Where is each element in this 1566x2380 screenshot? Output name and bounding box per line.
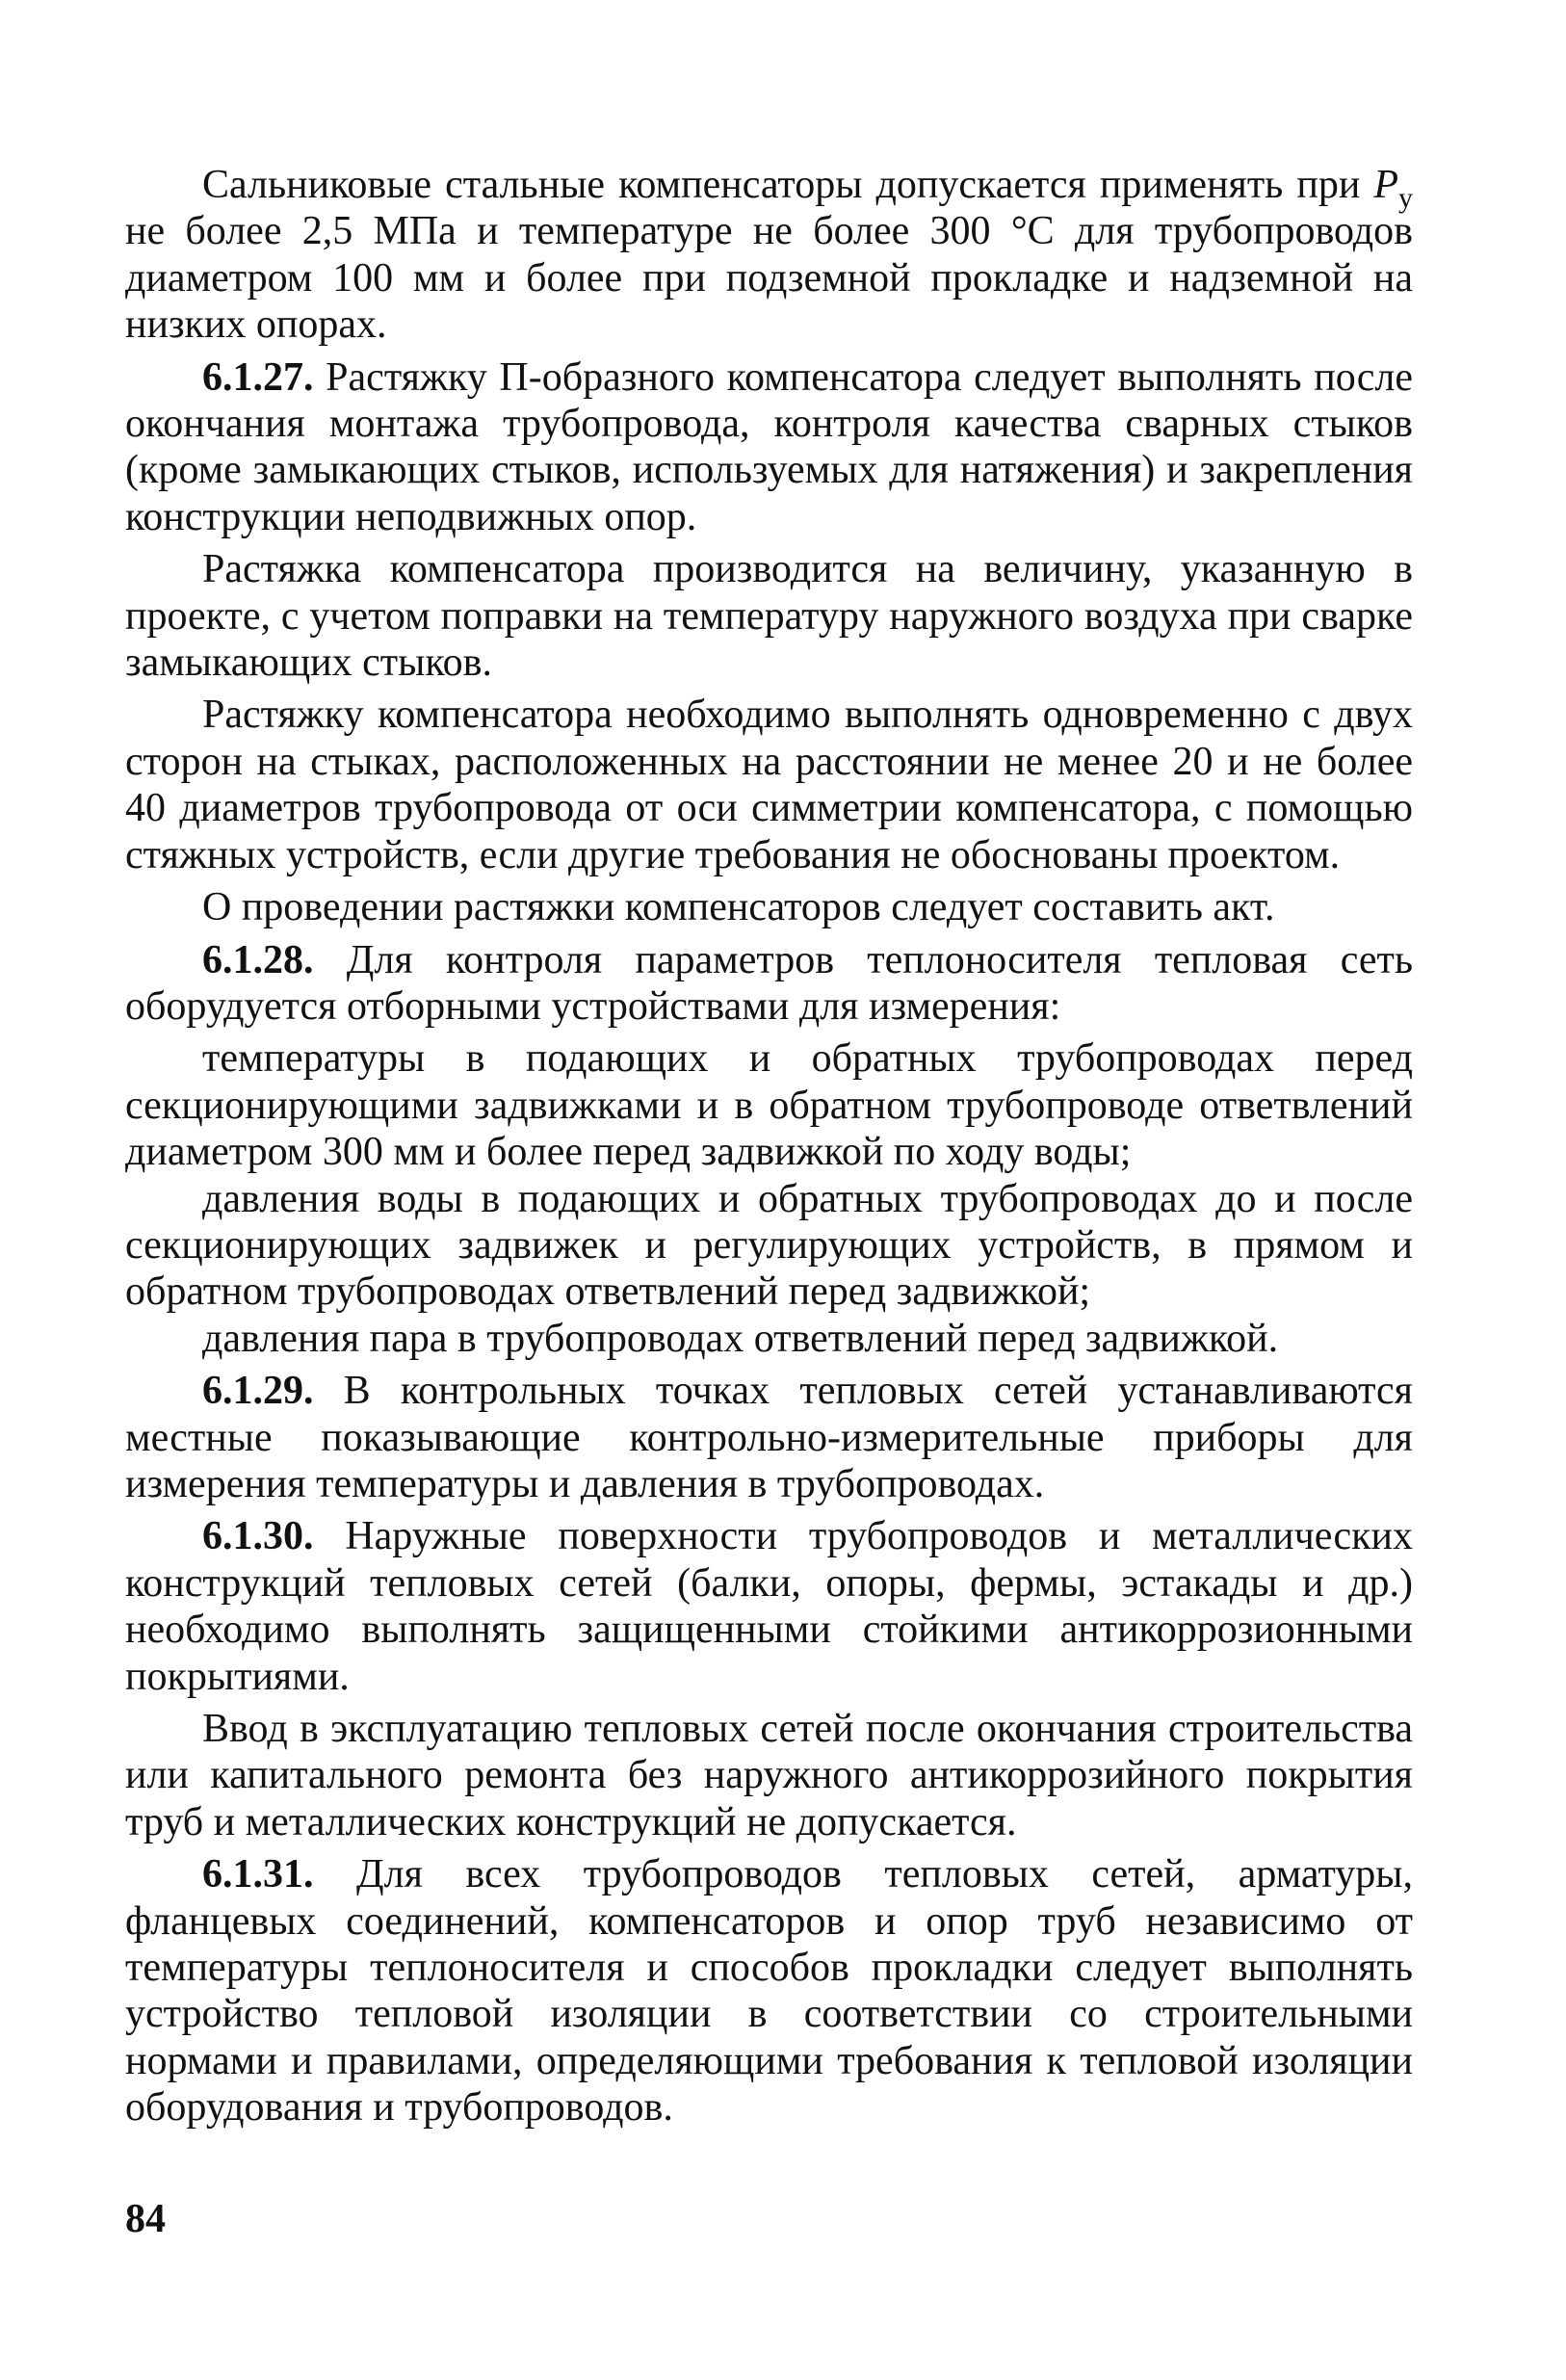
document-body — [125, 162, 1413, 2137]
paragraph-12: Ввод в эксплуатацию тепловых сетей после окончания строительства или капитального ремонта без наружного антикоррозийного покрытия труб и металлических конструкций не допускается. — [125, 1707, 1413, 1844]
paragraph-5: О проведении растяжки компенсаторов следует составить акт. — [202, 885, 1275, 930]
paragraph-6-1-29 — [125, 1368, 1413, 1507]
pressure-symbol: P — [1373, 163, 1398, 207]
paragraph-1-text-a: Сальниковые стальные компенсаторы допускается применять при — [202, 163, 1374, 207]
paragraph-1-text-b: не более 2,5 МПа и температуре не более 300 °С для трубопроводов диаметром 100 мм и более при подземной прокладке и надземной на низких опорах. — [125, 209, 1413, 348]
paragraph-text: Растяжку П-образного компенсатора следует выполнять после окончания монтажа трубопровода, контроля качества сварных стыков (кроме замыкающих стыков, используемых для натяжения) и закрепления конструкции неподвижных опор. — [125, 354, 1413, 539]
paragraph-6-1-31 — [125, 1851, 1413, 2131]
paragraph-text: В контрольных точках тепловых сетей устанавливаются местные показывающие контрольно-измерительные приборы для измерения температуры и давления в трубопроводах. — [125, 1369, 1413, 1506]
paragraph-6-1-27 — [125, 354, 1413, 541]
paragraph-4: Растяжку компенсатора необходимо выполнять одновременно с двух сторон на стыках, расположенных на расстоянии не менее 20 и не более 40 диаметров трубопровода от оси симметрии компенсатора, с помощью стяжных устройств, если другие требования не обоснованы проектом. — [125, 693, 1413, 877]
section-number: 6.1.29. — [202, 1369, 314, 1414]
paragraph-text: Для контроля параметров теплоносителя тепловая сеть оборудуется отборными устройствами для измерения: — [125, 937, 1413, 1029]
list-item-temperature: температуры в подающих и обратных трубопроводах перед секционирующими задвижками и в обратном трубопроводе ответвлений диаметром 300 мм и более перед задвижкой по ходу воды; — [125, 1036, 1413, 1175]
paragraph-6-1-28 — [125, 937, 1413, 1031]
section-number: 6.1.31. — [202, 1852, 314, 1897]
paragraph-6-1-30 — [125, 1513, 1413, 1700]
paragraph-1 — [125, 162, 1413, 349]
pressure-subscript: у — [1398, 182, 1413, 214]
section-number: 6.1.27. — [202, 354, 314, 400]
paragraph-3: Растяжка компенсатора производится на величину, указанную в проекте, с учетом поправки на температуру наружного воздуха при сварке замыкающих стыков. — [125, 547, 1413, 686]
page-number: 84 — [125, 2197, 166, 2241]
section-number: 6.1.28. — [202, 937, 314, 982]
section-number: 6.1.30. — [202, 1514, 314, 1559]
list-item-water-pressure: давления воды в подающих и обратных трубопроводах до и после секционирующих задвижек и регулирующих устройств, в прямом и обратном трубопроводах ответвлений перед задвижкой; — [125, 1176, 1413, 1315]
paragraph-text: Наружные поверхности трубопроводов и металлических конструкций тепловых сетей (балки, опоры, фермы, эстакады и др.) необходимо выполнять защищенными стойкими антикоррозионными покрытиями. — [125, 1514, 1413, 1699]
list-item-steam-pressure: давления пара в трубопроводах ответвлений перед задвижкой. — [202, 1316, 1279, 1361]
paragraph-text: Для всех трубопроводов тепловых сетей, арматуры, фланцевых соединений, компенсаторов и опор труб независимо от температуры теплоносителя и способов прокладки следует выполнять устройство тепловой изоляции в соответствии со строительными нормами и правилами, определяющими требования к тепловой изоляции оборудования и трубопроводов. — [125, 1852, 1413, 2131]
